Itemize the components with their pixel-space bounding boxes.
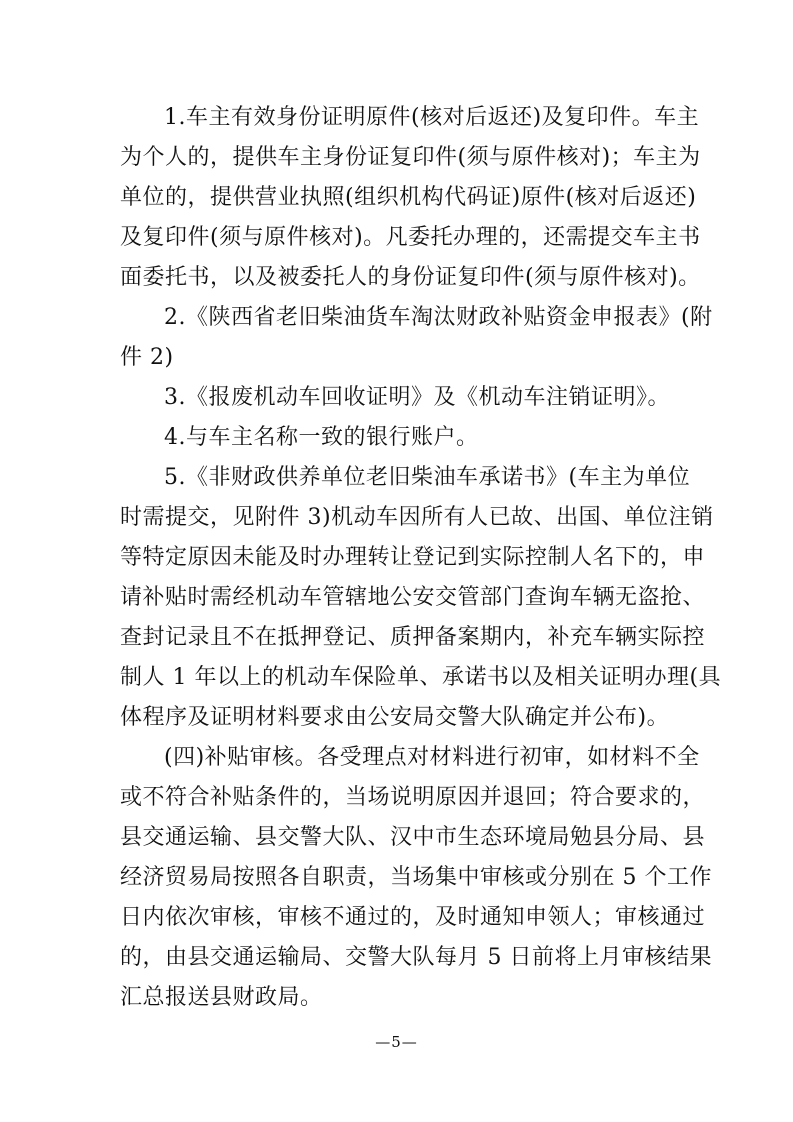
- paragraph-line: 或不符合补贴条件的，当场说明原因并退回；符合要求的，: [120, 785, 706, 810]
- paragraph-line: 汇总报送县财政局。: [120, 985, 323, 1010]
- paragraph-line: 及复印件(须与原件核对)。凡委托办理的，还需提交车主书: [120, 225, 701, 250]
- paragraph-line: (四)补贴审核。各受理点对材料进行初审，如材料不全: [164, 745, 700, 770]
- paragraph-line: 制人 1 年以上的机动车保险单、承诺书以及相关证明办理(具: [120, 665, 722, 690]
- paragraph-line: 单位的，提供营业执照(组织机构代码证)原件(核对后返还): [120, 185, 697, 210]
- paragraph-line: 请补贴时需经机动车管辖地公安交管部门查询车辆无盗抢、: [120, 585, 706, 610]
- paragraph-line: 县交通运输、县交警大队、汉中市生态环境局勉县分局、县: [120, 825, 706, 850]
- paragraph-line: 面委托书，以及被委托人的身份证复印件(须与原件核对)。: [120, 265, 701, 290]
- paragraph-line: 经济贸易局按照各自职责，当场集中审核或分别在 5 个工作: [120, 865, 712, 890]
- paragraph-line: 体程序及证明材料要求由公安局交警大队确定并公布)。: [120, 705, 670, 730]
- paragraph-line: 日内依次审核，审核不通过的，及时通知申领人；审核通过: [120, 905, 706, 930]
- paragraph-line: 查封记录且不在抵押登记、质押备案期内，补充车辆实际控: [120, 625, 706, 650]
- paragraph-line: 1.车主有效身份证明原件(核对后返还)及复印件。车主: [164, 105, 700, 130]
- paragraph-line: 等特定原因未能及时办理转让登记到实际控制人名下的，申: [120, 545, 706, 570]
- paragraph-line: 为个人的，提供车主身份证复印件(须与原件核对)；车主为: [120, 145, 701, 170]
- paragraph-line: 5.《非财政供养单位老旧柴油车承诺书》(车主为单位: [164, 465, 691, 490]
- paragraph-line: 的，由县交通运输局、交警大队每月 5 日前将上月审核结果: [120, 945, 712, 970]
- paragraph-line: 4.与车主名称一致的银行账户。: [164, 425, 479, 450]
- paragraph-line: 时需提交，见附件 3)机动车因所有人已故、出国、单位注销: [120, 505, 714, 530]
- page-number: —5—: [375, 1033, 418, 1051]
- paragraph-line: 2.《陕西省老旧柴油货车淘汰财政补贴资金申报表》(附: [164, 305, 713, 330]
- paragraph-line: 件 2): [120, 345, 174, 370]
- paragraph-line: 3.《报废机动车回收证明》及《机动车注销证明》。: [164, 385, 670, 410]
